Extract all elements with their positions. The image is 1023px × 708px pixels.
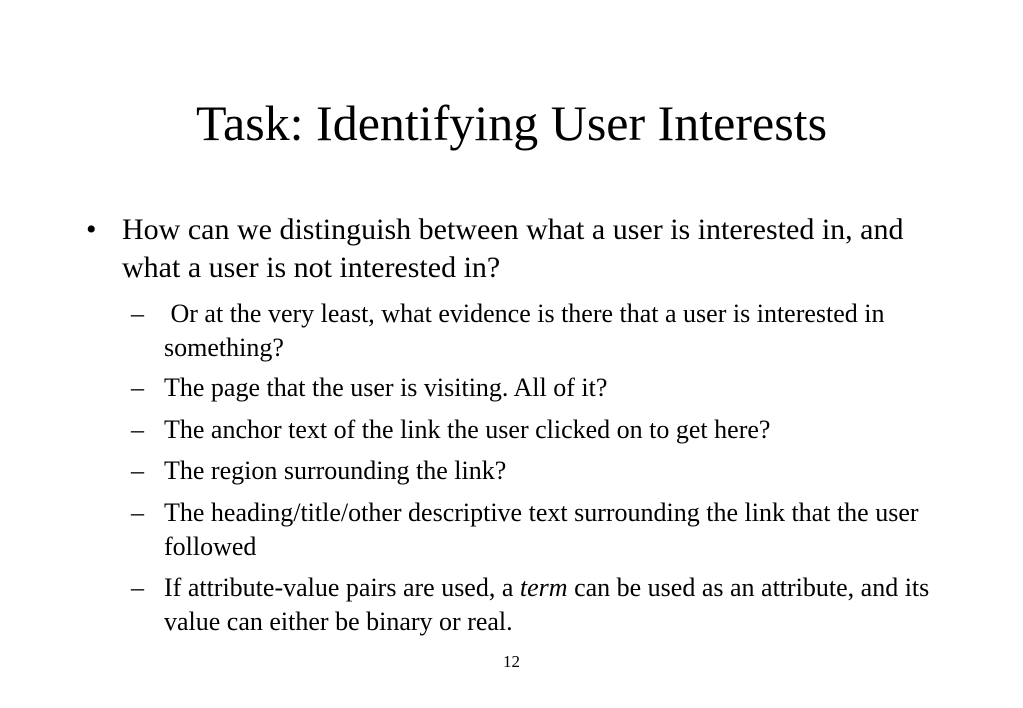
sub-bullet-text-after: can be used as an attribute, and its value can either be binary or real. xyxy=(164,573,936,636)
sub-bullet-text: Or at the very least, what evidence is there that a user is interested in something? xyxy=(164,299,892,362)
bullet-marker: • xyxy=(86,213,97,246)
sub-bullet xyxy=(131,454,931,488)
dash-marker: – xyxy=(131,573,144,602)
sub-bullet-text: The region surrounding the link? xyxy=(164,456,507,485)
sub-bullet xyxy=(131,413,931,447)
emphasized-term: term xyxy=(519,573,568,602)
sub-bullet-text xyxy=(164,571,936,639)
sub-bullet-text: The page that the user is visiting. All of it? xyxy=(164,373,608,402)
sub-bullet xyxy=(131,297,931,365)
dash-marker: – xyxy=(131,415,144,444)
dash-marker: – xyxy=(131,299,144,328)
sub-bullet xyxy=(131,371,931,405)
sub-bullet-text-before: If attribute-value pairs are used, a xyxy=(164,573,520,602)
sub-bullet xyxy=(131,571,936,639)
sub-bullet-text: The heading/title/other descriptive text surrounding the link that the user followed xyxy=(164,498,919,561)
slide-title: Task: Identifying User Interests xyxy=(195,95,828,151)
main-bullet-text: How can we distinguish between what a user is interested in, and what a user is not interested in? xyxy=(122,213,904,284)
sub-bullet xyxy=(131,496,931,564)
dash-marker: – xyxy=(131,498,144,527)
dash-marker: – xyxy=(131,373,144,402)
dash-marker: – xyxy=(131,456,144,485)
page-number: 12 xyxy=(503,652,520,671)
main-bullet xyxy=(86,211,966,287)
sub-bullet-text: The anchor text of the link the user clicked on to get here? xyxy=(164,415,771,444)
